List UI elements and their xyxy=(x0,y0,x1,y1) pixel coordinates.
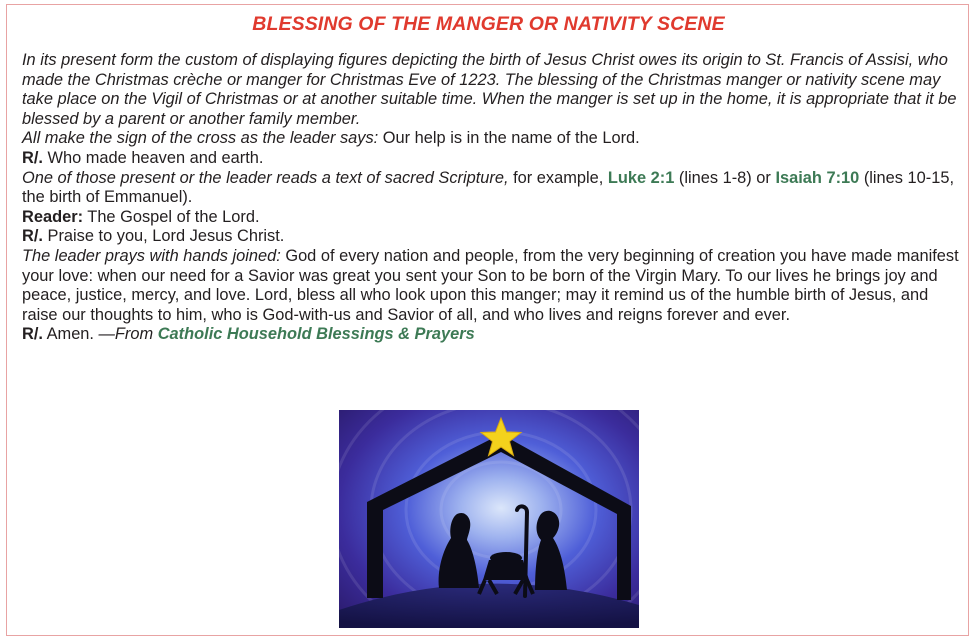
response-line-3 xyxy=(22,325,962,345)
response-label: R/. xyxy=(22,325,43,344)
response-label: R/. xyxy=(22,227,43,246)
intro-paragraph xyxy=(22,51,962,129)
reading-text-1: for example, xyxy=(508,168,608,187)
response-line-1 xyxy=(22,149,962,169)
source-title: Catholic Household Blessings & Prayers xyxy=(157,325,475,344)
sign-rubric: All make the sign of the cross as the leader says: xyxy=(22,129,379,148)
response-text-1: Who made heaven and earth. xyxy=(42,148,264,167)
reading-line xyxy=(22,169,962,208)
reading-text-3: (lines 10-15, the birth of Emmanuel). xyxy=(22,168,955,207)
from-label: —From xyxy=(98,325,158,344)
response-text-2: Praise to you, Lord Jesus Christ. xyxy=(42,227,285,246)
prayer-text: God of every nation and people, from the very beginning of creation you have made manifest your love: when our need for a Savior was great you sent your Son to be born of the Virgin Mary. To our lives he brings joy and peace, justice, mercy, and love. Lord, bless all who look upon this manger; may it remind us of the humble birth of Jesus, and raise our thoughts to him, who is God-with-us and Savior of all, and who lives and reigns forever and ever. xyxy=(22,246,959,324)
nativity-scene-illustration xyxy=(339,410,639,628)
response-text-3: Amen. xyxy=(42,325,99,344)
response-label: R/. xyxy=(22,148,43,167)
reading-text-2: (lines 1-8) or xyxy=(674,168,776,187)
baby-silhouette xyxy=(490,552,522,564)
page-title: BLESSING OF THE MANGER OR NATIVITY SCENE xyxy=(252,13,725,35)
reading-rubric: One of those present or the leader reads a text of sacred Scripture, xyxy=(22,168,509,187)
reader-text: The Gospel of the Lord. xyxy=(83,207,260,226)
intro-text: In its present form the custom of displaying figures depicting the birth of Jesus Christ owes its origin to St. Francis of Assisi, who made the Christmas crèche or manger for Christmas Eve of 1223. The blessing of the Christmas manger or nativity scene may take place on the Vigil of Christmas or at another suitable time. When the manger is set up in the home, it is appropriate that it be blessed by a parent or another family member. xyxy=(22,51,957,128)
sign-text: Our help is in the name of the Lord. xyxy=(378,129,640,148)
response-line-2 xyxy=(22,227,962,247)
scripture-ref-isaiah: Isaiah 7:10 xyxy=(775,168,860,187)
prayer-rubric: The leader prays with hands joined: xyxy=(22,246,281,265)
blessing-text xyxy=(22,51,962,345)
nativity-scene-icon xyxy=(339,410,639,628)
prayer-paragraph xyxy=(22,247,962,325)
sign-line xyxy=(22,129,962,149)
reader-label: Reader: xyxy=(22,207,84,226)
reader-line xyxy=(22,208,962,228)
scripture-ref-luke: Luke 2:1 xyxy=(607,168,675,187)
